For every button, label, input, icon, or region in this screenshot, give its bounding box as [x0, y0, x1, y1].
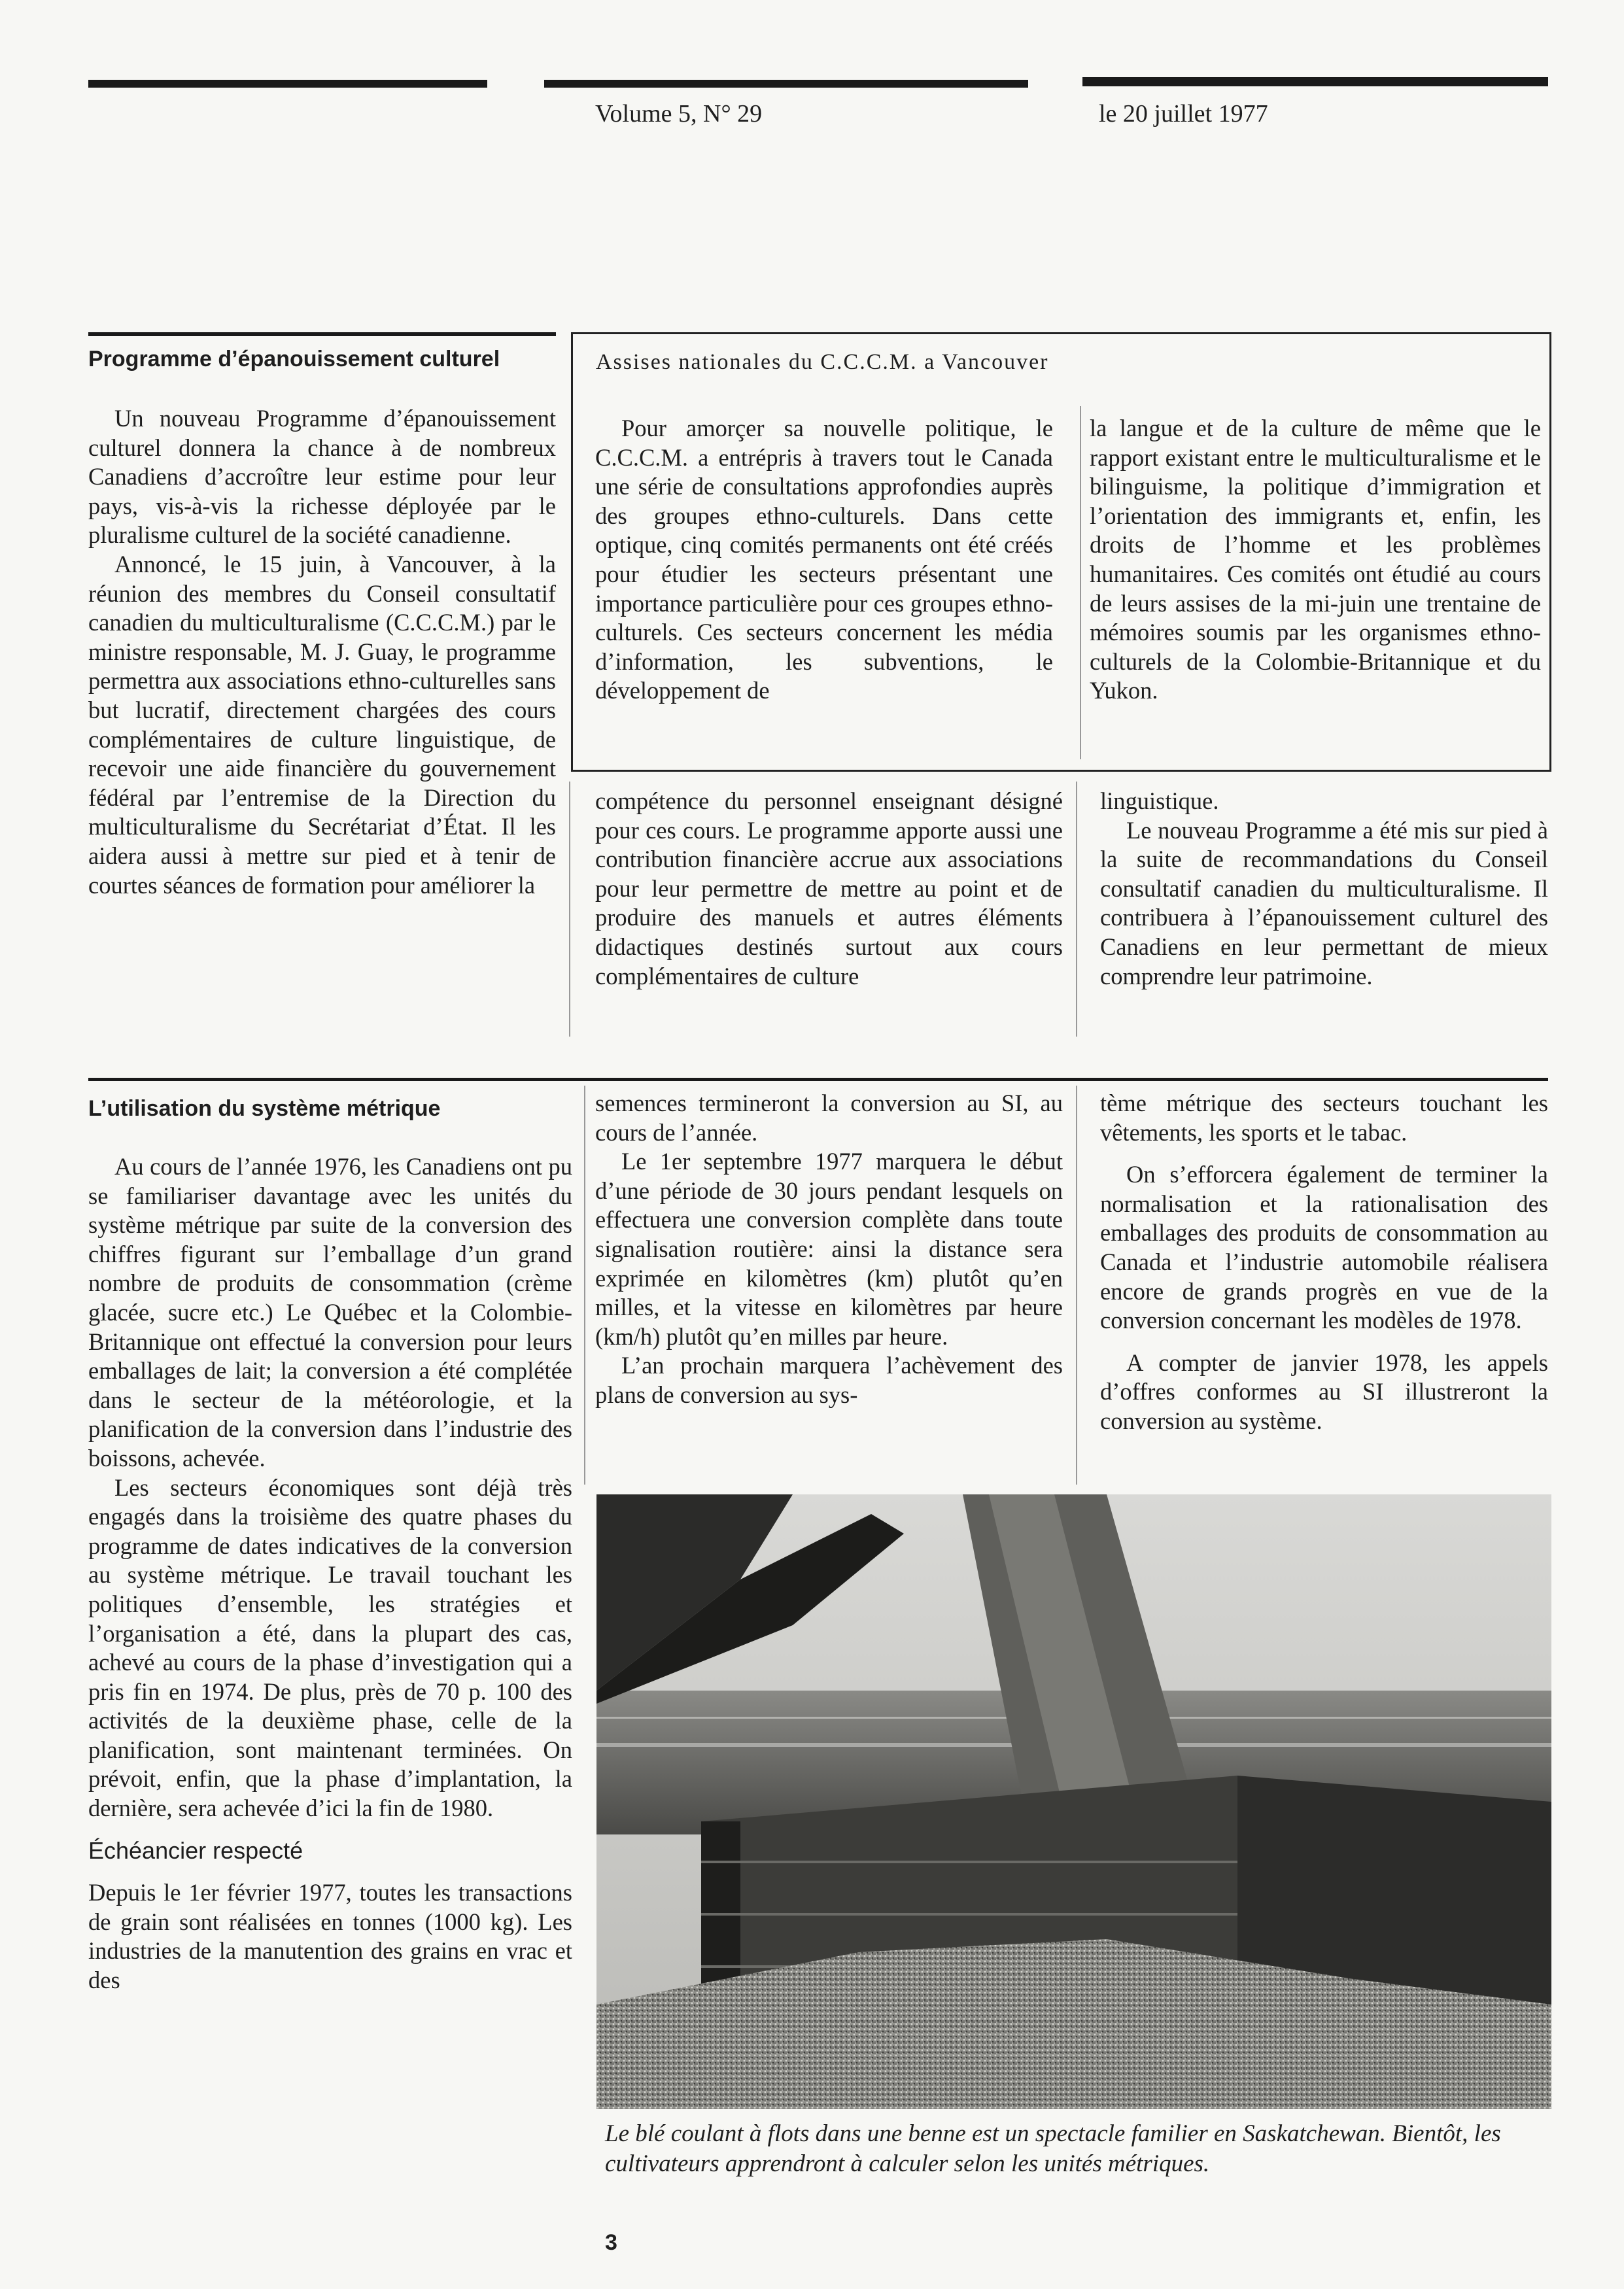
- article2-column3: [1100, 1089, 1548, 1436]
- grain-photo-image: [596, 1494, 1551, 2109]
- masthead-rule-left: [88, 80, 487, 88]
- sidebar-box-title: Assises nationales du C.C.C.M. a Vancouver: [596, 350, 1049, 374]
- sidebar-box-column2: la langue et de la culture de même que le rapport existant entre le multiculturalisme et le bilinguisme, la politique d’immigration et l’orientation des immigrants et, enfin, les droits de l’homme et les problèmes humanitaires. Ces comités ont étudié au cours de leurs assises de la mi-juin une trentaine de mémoires soumis par les organismes ethno-culturels de la Colombie-Britannique et du Yukon.: [1090, 415, 1541, 704]
- column-divider: [1076, 1086, 1077, 1485]
- article1-column3: [1100, 787, 1548, 991]
- column-divider: [1076, 782, 1077, 1037]
- column-divider: [569, 782, 570, 1037]
- article2-column2: [595, 1089, 1063, 1410]
- column-divider: [584, 1086, 585, 1485]
- paragraph: Les secteurs économiques sont déjà très engagés dans la troisième des quatre phases du programme de dates indicatives de la conversion au système métrique. Le travail touchant les politiques d’ensemble, les stratégies et l’organisation a été, dans la plupart des cas, achevé au cours de la phase d’investigation qui a pris fin en 1974. De plus, près de 70 p. 100 des activités de la deuxième phase, celle de la planification, sont maintenant terminées. On prévoit, enfin, que la phase d’implantation, la dernière, sera achevée d’ici la fin de 1980.: [88, 1473, 572, 1822]
- paragraph: L’an prochain marquera l’achèvement des plans de conversion au sys-: [595, 1352, 1063, 1408]
- paragraph: semences termineront la conversion au SI, au cours de l’année.: [595, 1090, 1063, 1146]
- masthead-rule-middle: [544, 80, 1028, 88]
- paragraph: On s’efforcera également de terminer la normalisation et la rationalisation des emballages des produits de consommation au Canada et l’industrie automobile réalisera encore de grands progrès en vue de la conversion concernant les modèles de 1978.: [1100, 1161, 1548, 1334]
- article1-top-rule: [88, 332, 556, 336]
- subheading: Échéancier respecté: [88, 1836, 303, 1864]
- paragraph: Un nouveau Programme d’épanouissement culturel donnera la chance à de nombreux Canadiens d’accroître leur estime pour leur pays, vis-à-vis la richesse déployée par le pluralisme culturel de la société canadienne.: [88, 405, 556, 549]
- paragraph: Le 1er septembre 1977 marquera le début d’une période de 30 jours pendant lesquels on effectuera une conversion complète dans toute signalisation routière: ainsi la distance sera exprimée en kilomètres (km) plutôt qu’en milles, et la vitesse en kilomètres par heure (km/h) plutôt qu’en milles par heure.: [595, 1148, 1063, 1350]
- article2-top-rule: [88, 1078, 1548, 1081]
- paragraph: A compter de janvier 1978, les appels d’offres conformes au SI illustreront la conversion au système.: [1100, 1349, 1548, 1434]
- paragraph: linguistique.: [1100, 787, 1219, 814]
- paragraph: Annoncé, le 15 juin, à Vancouver, à la réunion des membres du Conseil consultatif canadien du multiculturalisme (C.C.C.M.) par le ministre responsable, M. J. Guay, le programme permettra aux associations ethno-culturelles sans but lucratif, directement chargées des cours complémentaires de culture linguistique, de recevoir une aide financière du gouvernement fédéral par l’entremise de la Direction du multiculturalisme du Secrétariat d’État. Il les aidera aussi à mettre sur pied et à tenir de courtes séances de formation pour améliorer la: [88, 550, 556, 899]
- paragraph: Le nouveau Programme a été mis sur pied à la suite de recommandations du Conseil consultatif canadien du multiculturalisme. Il contribuera à l’épanouissement culturel des Canadiens en leur permettant de mieux comprendre leur patrimoine.: [1100, 816, 1548, 990]
- paragraph: Au cours de l’année 1976, les Canadiens ont pu se familiariser davantage avec les unités du système métrique par suite de la conversion des chiffres figurant sur l’emballage d’un grand nombre de produits de consommation (crème glacée, sucre etc.) Le Québec et la Colombie-Britannique ont effectué la conversion pour leurs emballages de lait; la conversion a été complétée dans le secteur de la météorologie, et la planification de la conversion dans l’industrie des boissons, achevée.: [88, 1153, 572, 1472]
- masthead-rule-right: [1082, 77, 1548, 86]
- photo-caption: Le blé coulant à flots dans une benne est un spectacle familier en Saskatchewan. Bientôt, les cultivateurs apprendront à calculer selon les unités métriques.: [605, 2120, 1501, 2177]
- article2-heading: L’utilisation du système métrique: [88, 1096, 441, 1121]
- article1-heading: Programme d’épanouissement culturel: [88, 347, 500, 371]
- article1-column1: [88, 404, 556, 900]
- sidebar-column-divider: [1080, 406, 1081, 759]
- sidebar-box-column1: Pour amorçer sa nouvelle politique, le C.C.C.M. a entrépris à travers tout le Canada une série de consultations approfondies auprès des groupes ethno-culturels. Dans cette optique, cinq comités permanents ont été créés pour étudier les secteurs présentant une importance particulière pour ces groupes ethno-culturels. Ces secteurs concernent les média d’information, les subventions, le développement de: [595, 415, 1053, 704]
- issue-date: le 20 juillet 1977: [1099, 100, 1268, 128]
- article1-column2: compétence du personnel enseignant désigné pour ces cours. Le programme apporte aussi une contribution financière accrue aux associations pour leur permettre de mettre au point et de produire des manuels et autres éléments didactiques destinés surtout aux cours complémentaires de culture: [595, 787, 1063, 990]
- sidebar-box: [571, 332, 1551, 772]
- article2-column1: [88, 1152, 572, 1995]
- page-number: 3: [605, 2230, 617, 2255]
- grain-photo: [596, 1494, 1551, 2109]
- volume-number: Volume 5, N° 29: [595, 100, 763, 128]
- paragraph: tème métrique des secteurs touchant les vêtements, les sports et le tabac.: [1100, 1090, 1548, 1146]
- paragraph: Depuis le 1er février 1977, toutes les transactions de grain sont réalisées en tonnes (1000 kg). Les industries de la manutention des grains en vrac et des: [88, 1879, 572, 1994]
